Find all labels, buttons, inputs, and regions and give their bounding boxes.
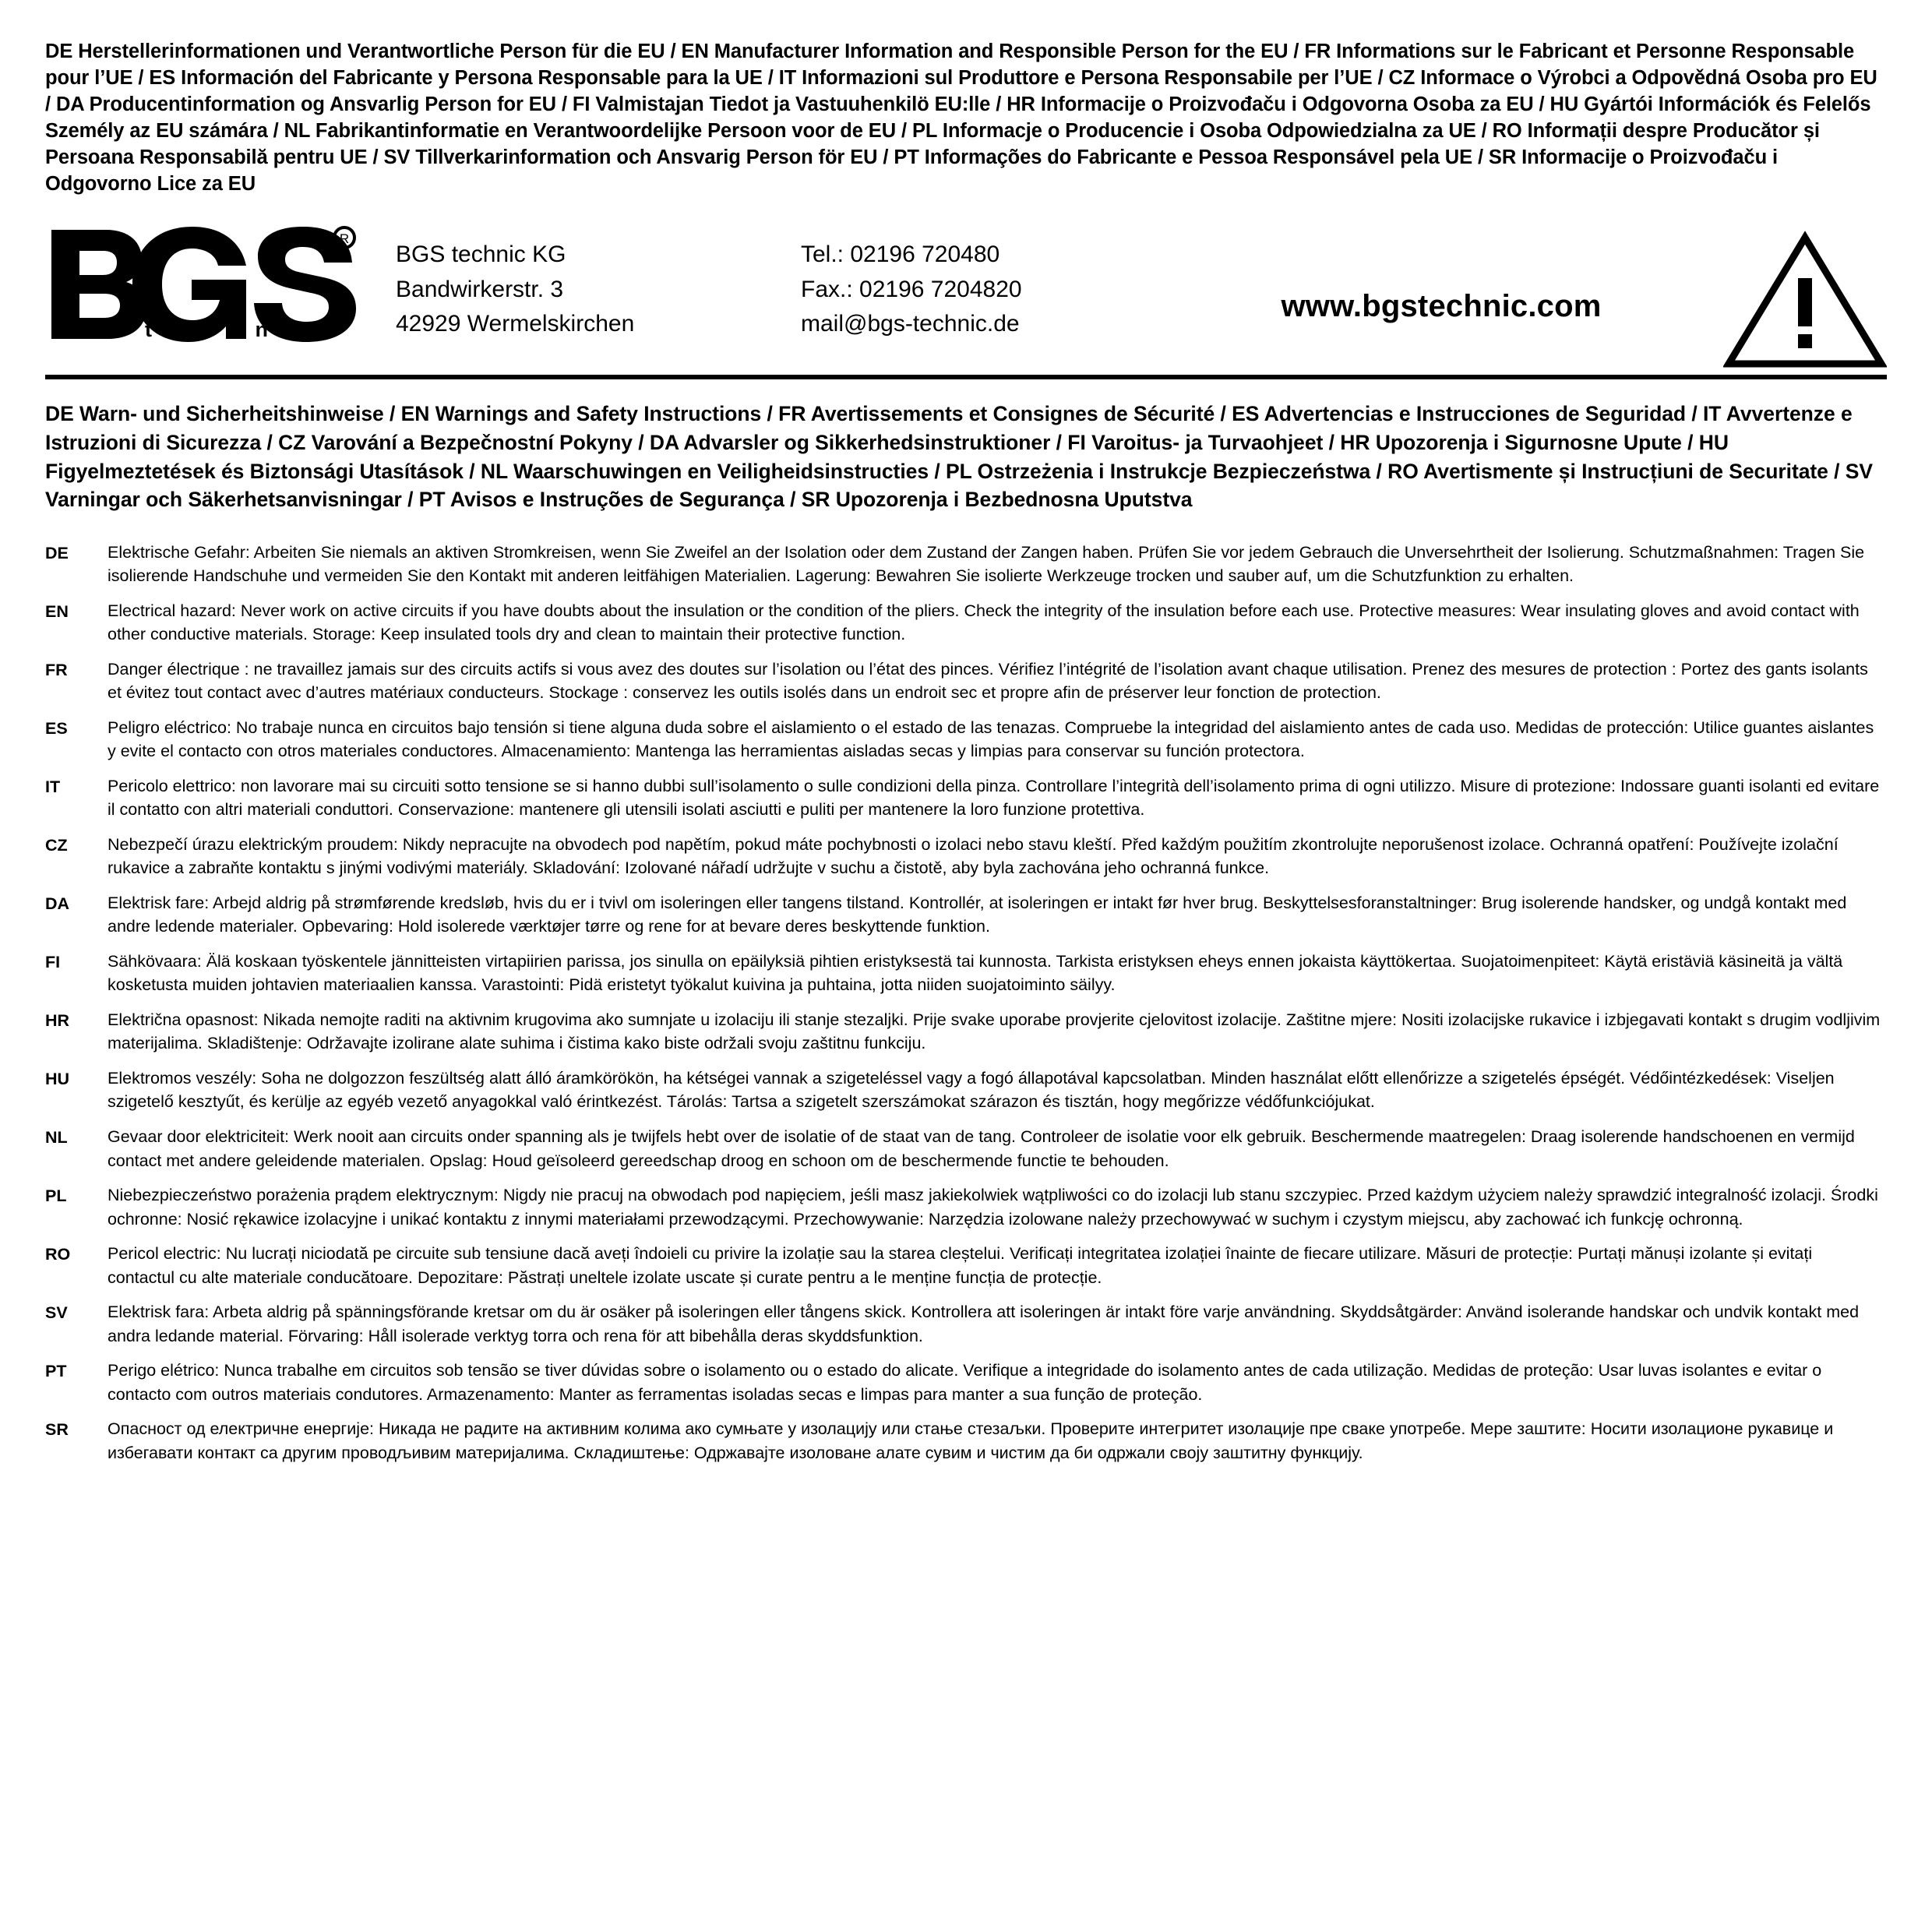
- svg-text:R: R: [339, 231, 350, 247]
- language-sections: [45, 541, 1887, 1465]
- warning-triangle-icon: [1708, 220, 1887, 370]
- language-text: Pericolo elettrico: non lavorare mai su circuiti sotto tensione se si hanno dubbi sull’isolamento o sulle condizioni della pinza. Controllare l’integrità dell’isolamento prima di ogni utilizzo. Misure di protezione: Indossare guanti isolanti ed evitare il contatto con altri materiali conduttori. Conservazione: mantenere gli utensili isolati asciutti e puliti per mantenere la loro funzione protettiva.: [108, 776, 1880, 820]
- brand-logo: [45, 220, 396, 342]
- language-text: Danger électrique : ne travaillez jamais sur des circuits actifs si vous avez des doutes sur l’isolation ou l’état des pinces. Vérifiez l’intégrité de l’isolation avant chaque utilisation. Prenez des mesures de protection : Portez des gants isolants et évitez tout contact avec d’autres matériaux conducteurs. Stockage : conservez les outils isolés dans un endroit sec et propre afin de préserver leur fonction de protection.: [108, 659, 1868, 703]
- language-text: Elektromos veszély: Soha ne dolgozzon feszültség alatt álló áramkörökön, ha kétségei vannak a szigeteléssel vagy a fogó állapotával kapcsolatban. Minden használat előtt ellenőrizze a szigetelés épségét. Védőintézkedések: Viseljen szigetelő kesztyűt, és kerülje az egyéb vezető anyagokkal való érintkezést. Tárolás: Tartsa a szigetelt szerszámokat szárazon és tisztán, hogy megőrizze védőfunkciójukat.: [108, 1068, 1835, 1112]
- language-text: Elektrisk fara: Arbeta aldrig på spänningsförande kretsar om du är osäker på isoleringen eller tångens skick. Kontrollera att isoleringen är intakt före varje användning. Skyddsåtgärder: Använd isolerande handskar och undvik kontakt med andra ledande material. Förvaring: Håll isolerade verktyg torra och rena för att bibehålla deras skyddsfunktion.: [108, 1303, 1860, 1345]
- language-row: [45, 599, 1887, 647]
- language-code: SR: [45, 1420, 69, 1440]
- manufacturer-information-heading: DE Herstellerinformationen und Verantwortliche Person für die EU / EN Manufacturer Information and Responsible Person for the EU / FR Informations sur le Fabricant et Personne Responsable pour l’UE / ES Información del Fabricante y Persona Responsable para la UE / IT Informazioni sul Produttore e Persona Responsabile per l’UE / CZ Informace o Výrobci a Odpovědná Osoba pro EU / DA Producentinformation og Ansvarlig Person for EU / FI Valmistajan Tiedot ja Vastuuhenkilö EU:lle / HR Informacije o Proizvođaču i Odgovorna Osoba za EU / HU Gyártói Információk és Felelős Személy az EU számára / NL Fabrikantinformatie en Verantwoordelijke Persoon voor de EU / PL Informacje o Producencie i Osoba Odpowiedzialna za UE / RO Informații despre Producător și Persoana Responsabilă pentru UE / SV Tillverkarinformation och Ansvarig Person för EU / PT Informações do Fabricante e Pessoa Responsável pela UE / SR Informacije o Proizvođaču i Odgovorno Lice za EU: [45, 41, 1877, 195]
- company-fax: Fax.: 02196 7204820: [801, 276, 1022, 302]
- language-row: [45, 1008, 1887, 1056]
- language-row: [45, 1125, 1887, 1172]
- language-row: [45, 658, 1887, 705]
- language-text: Pericol electric: Nu lucrați niciodată pe circuite sub tensiune dacă aveți îndoieli cu privire la izolație sau la starea cleștelui. Verificați integritatea izolației înainte de fiecare utilizare. Măsuri de protecție: Purtați mănuși izolante și evitați contactul cu alte materiale conducătoare. Depozitare: Păstrați uneltele izolate uscate și curate pentru a le menține funcția de protecție.: [108, 1244, 1813, 1287]
- company-website[interactable]: www.bgstechnic.com: [1281, 289, 1602, 324]
- language-code: DE: [45, 543, 69, 562]
- language-text: Niebezpieczeństwo porażenia prądem elektrycznym: Nigdy nie pracuj na obwodach pod napięciem, jeśli masz jakiekolwiek wątpliwości co do izolacji lub stanu szczypiec. Przed każdym użyciem należy sprawdzić integralność izolacji. Środki ochronne: Nosić rękawice izolacyjne i unikać kontaktu z innymi materiałami przewodzącymi. Przechowywanie: Narzędzia izolowane należy przechowywać w suchym i czystym miejscu, aby zachować ich funkcję ochronną.: [108, 1186, 1878, 1229]
- company-contact: [801, 220, 1175, 340]
- language-code: HU: [45, 1069, 70, 1088]
- language-code: PL: [45, 1186, 67, 1206]
- language-row: [45, 1242, 1887, 1289]
- language-code: HR: [45, 1010, 70, 1030]
- bgs-logo-icon: [45, 225, 357, 342]
- language-row: [45, 1066, 1887, 1114]
- language-text: Elektrisk fare: Arbejd aldrig på strømførende kredsløb, hvis du er i tvivl om isoleringen eller tangens tilstand. Kontrollér, at isoleringen er intakt før hver brug. Beskyttelsesforanstaltninger: Brug isolerende handsker, og undgå kontakt med andre ledende materialer. Opbevaring: Hold isolerede værktøjer tørre og rene for at bevare deres beskyttende funktion.: [108, 893, 1847, 936]
- language-code: EN: [45, 601, 69, 621]
- language-text: Perigo elétrico: Nunca trabalhe em circuitos sob tensão se tiver dúvidas sobre o isolamento ou o estado do alicate. Verifique a integridade do isolamento antes de cada utilização. Medidas de proteção: Usar luvas isolantes e evitar o contacto com outros materiais condutores. Armazenamento: Manter as ferramentas isoladas secas e limpas para manter a sua função de proteção.: [108, 1361, 1822, 1404]
- language-code: RO: [45, 1245, 71, 1264]
- language-text: Опасност од електричне енергије: Никада не радите на активним колима ако сумњате у изолацију или стање стезаљки. Проверите интегритет изолације пре сваке употребе. Мере заштите: Носити изолационе рукавице и избегавати контакт са другим проводљивим материјалима. Складиштење: Одржавајте изоловане алате сувим и чистим да би одржали своју заштитну функцију.: [108, 1419, 1834, 1462]
- manufacturer-block: [45, 214, 1887, 379]
- language-code: NL: [45, 1128, 68, 1147]
- safety-instructions-heading: DE Warn- und Sicherheitshinweise / EN Warnings and Safety Instructions / FR Avertissements et Consignes de Sécurité / ES Advertencias e Instrucciones de Seguridad / IT Avvertenze e Istruzioni di Sicurezza / CZ Varování a Bezpečnostní Pokyny / DA Advarsler og Sikkerhedsinstruktioner / FI Varoitus- ja Turvaohjeet / HR Upozorenja i Sigurnosne Upute / HU Figyelmeztetések és Biztonsági Utasítások / NL Waarschuwingen en Veiligheidsinstructies / PL Ostrzeżenia i Instrukcje Bezpieczeństwa / RO Avertismente și Instrucțiuni de Securitate / SV Varningar och Säkerhetsanvisningar / PT Avisos e Instruções de Segurança / SR Upozorenja i Bezbednosna Uputstva: [45, 402, 1874, 512]
- language-row: [45, 1417, 1887, 1465]
- language-code: CZ: [45, 835, 68, 855]
- language-code: PT: [45, 1362, 67, 1381]
- language-row: [45, 1300, 1887, 1348]
- company-email[interactable]: mail@bgs-technic.de: [801, 310, 1020, 337]
- language-row: [45, 950, 1887, 997]
- language-row: [45, 541, 1887, 588]
- language-row: [45, 891, 1887, 939]
- language-row: [45, 716, 1887, 763]
- company-city: 42929 Wermelskirchen: [396, 310, 635, 337]
- language-code: FR: [45, 660, 68, 679]
- language-code: IT: [45, 777, 61, 796]
- language-row: [45, 1183, 1887, 1231]
- language-row: [45, 1359, 1887, 1406]
- language-text: Electrical hazard: Never work on active circuits if you have doubts about the insulation or the condition of the pliers. Check the integrity of the insulation before each use. Protective measures: Wear insulating gloves and avoid contact with other conductive materials. Storage: Keep insulated tools dry and clean to maintain their protective function.: [108, 601, 1860, 644]
- language-code: SV: [45, 1303, 68, 1323]
- language-text: Gevaar door elektriciteit: Werk nooit aan circuits onder spanning als je twijfels hebt over de isolatie of de staat van de tang. Controleer de isolatie voor elk gebruik. Beschermende maatregelen: Draag isolerende handschoenen en vermijd contact met andere geleidende materialen. Opslag: Houd geïsoleerd gereedschap droog en schoon om de beschermende functie te behouden.: [108, 1127, 1855, 1170]
- language-code: DA: [45, 894, 70, 913]
- company-street: Bandwirkerstr. 3: [396, 276, 564, 302]
- language-text: Sähkövaara: Älä koskaan työskentele jännitteisten virtapiirien parissa, jos sinulla on epäilyksiä pihtien eristyksestä tai kunnosta. Tarkista eristyksen eheys ennen jokaista käyttökertaa. Suojatoimenpiteet: Käytä eristäviä käsineitä ja vältä kosketusta muiden johtavien materiaalien kanssa. Varastointi: Pidä eristetyt työkalut kuivina ja puhtaina, jotta niiden suojatoiminto säilyy.: [108, 951, 1843, 995]
- language-row: [45, 833, 1887, 880]
- language-code: ES: [45, 718, 68, 738]
- company-address: [396, 220, 801, 340]
- language-text: Nebezpečí úrazu elektrickým proudem: Nikdy nepracujte na obvodech pod napětím, pokud máte pochybnosti o izolaci nebo stavu kleští. Před každým použitím zkontrolujte neporušenost izolace. Ochranná opatření: Používejte izolační rukavice a zabraňte kontaktu s jinými vodivými materiály. Skladování: Izolované nářadí udržujte v suchu a čistotě, aby byla zachována jeho ochranná funkce.: [108, 834, 1839, 878]
- language-text: Elektrische Gefahr: Arbeiten Sie niemals an aktiven Stromkreisen, wenn Sie Zweifel an der Isolation oder dem Zustand der Zangen haben. Prüfen Sie vor jedem Gebrauch die Unversehrtheit der Isolierung. Schutzmaßnahmen: Tragen Sie isolierende Handschuhe und vermeiden Sie den Kontakt mit anderen leitfähigen Materialien. Lagerung: Bewahren Sie isolierte Werkzeuge trocken und sauber auf, um die Schutzfunktion zu erhalten.: [108, 542, 1865, 586]
- svg-text:t e c h n i c: t e c h n i c: [145, 318, 325, 342]
- company-name: BGS technic KG: [396, 242, 566, 268]
- language-text: Električna opasnost: Nikada nemojte raditi na aktivnim krugovima ako sumnjate u izolaciju ili stanje stezaljki. Prije svake uporabe provjerite cjelovitost izolacije. Zaštitne mjere: Nositi izolacijske rukavice i izbjegavati kontakt s drugim vodljivim materijalima. Skladištenje: Održavajte izolirane alate suhima i čistima kako biste održali svoju zaštitnu funkciju.: [108, 1010, 1881, 1053]
- language-text: Peligro eléctrico: No trabaje nunca en circuitos bajo tensión si tiene alguna duda sobre el aislamiento o el estado de las tenazas. Compruebe la integridad del aislamiento antes de cada uso. Medidas de protección: Utilice guantes aislantes y evite el contacto con otros materiales conductores. Almacenamiento: Mantenga las herramientas aisladas secas y limpias para conservar su función protectora.: [108, 717, 1874, 761]
- company-telephone: Tel.: 02196 720480: [801, 242, 1000, 268]
- language-code: FI: [45, 952, 61, 971]
- language-row: [45, 774, 1887, 822]
